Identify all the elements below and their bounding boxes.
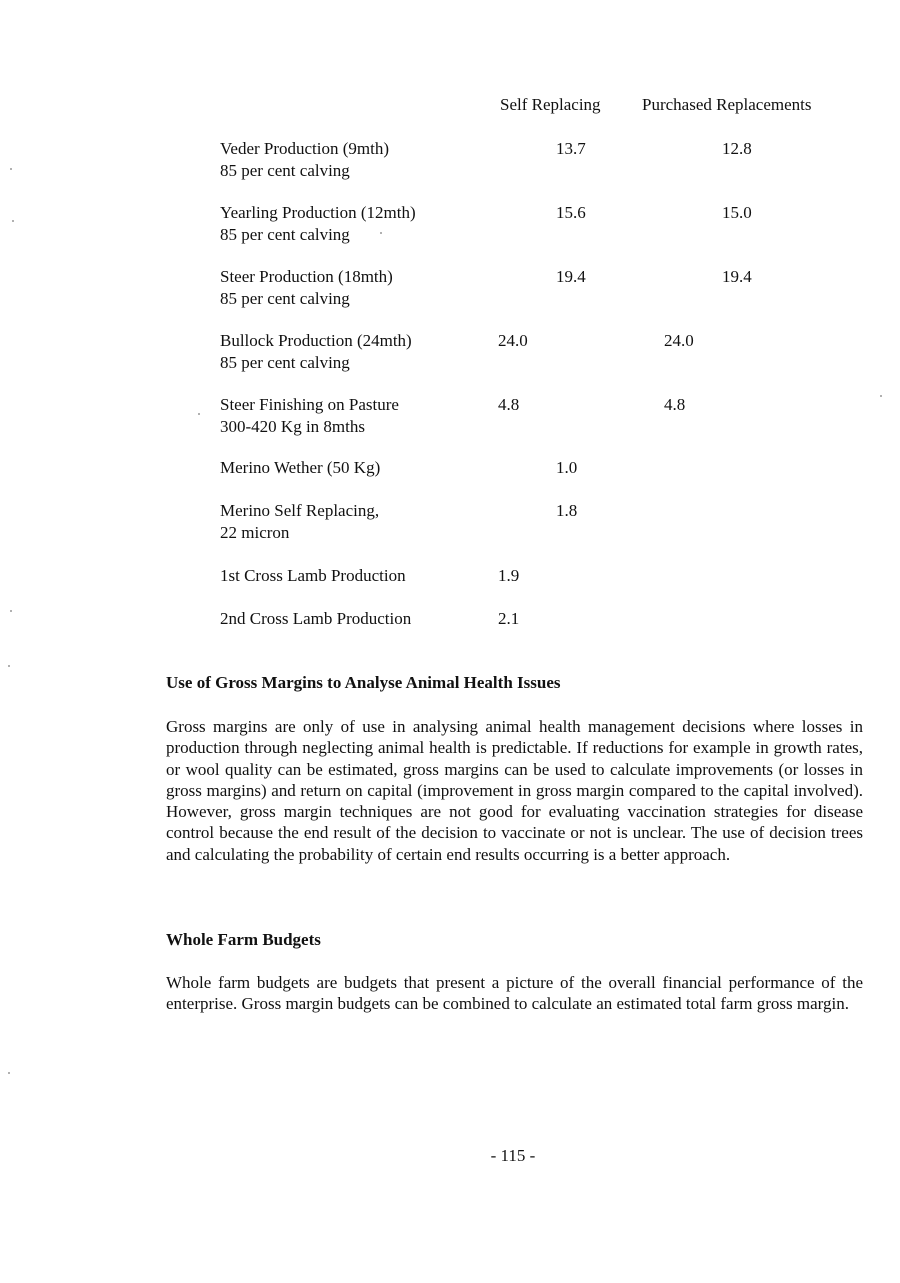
row-label: Merino Self Replacing, 22 micron (220, 501, 380, 542)
value-purchased-replacements: 24.0 (664, 331, 694, 350)
value-purchased-replacements: 15.0 (722, 203, 752, 222)
value-self-replacing: 13.7 (556, 139, 586, 158)
section-heading-whole-farm-budgets: Whole Farm Budgets (166, 930, 321, 949)
row-label: Bullock Production (24mth) 85 per cent calving (220, 331, 412, 372)
value-purchased-replacements: 19.4 (722, 267, 752, 286)
page-number: - 115 - (490, 1146, 536, 1165)
row-label: Merino Wether (50 Kg) (220, 458, 381, 477)
value-purchased-replacements: 4.8 (664, 395, 686, 414)
value-self-replacing: 2.1 (498, 609, 520, 628)
value-self-replacing: 24.0 (498, 331, 528, 350)
value-purchased-replacements: 12.8 (722, 139, 752, 158)
row-label: Steer Finishing on Pasture 300-420 Kg in 8mths (220, 395, 399, 436)
scan-speck (10, 610, 12, 612)
value-self-replacing: 15.6 (556, 203, 586, 222)
scan-speck (8, 665, 10, 667)
section-heading-gross-margins: Use of Gross Margins to Analyse Animal Health Issues (166, 673, 561, 692)
scan-speck (8, 1072, 10, 1074)
section-body-gross-margins: Gross margins are only of use in analysing animal health management decisions where losses in production through neglecting animal health is predictable. If reductions for example in growth rates, or wool quality can be estimated, gross margins can be used to calculate improvements (or losses in gross margins) and return on capital (improvement in gross margin compared to the capital involved). However, gross margin techniques are not good for evaluating vaccination strategies for disease control because the end result of the decision to vaccinate or not is unclear. The use of decision trees and calculating the probability of certain end results occurring is a better approach. (166, 717, 863, 864)
value-self-replacing: 19.4 (556, 267, 586, 286)
row-label: Yearling Production (12mth) 85 per cent calving (220, 203, 416, 244)
scan-speck (880, 395, 882, 397)
value-self-replacing: 1.0 (556, 458, 578, 477)
scan-speck (10, 168, 12, 170)
row-label: Veder Production (9mth) 85 per cent calving (220, 139, 390, 180)
row-label: Steer Production (18mth) 85 per cent calving (220, 267, 393, 308)
value-self-replacing: 1.8 (556, 501, 578, 520)
column-header-purchased-replacements: Purchased Replacements (642, 95, 812, 114)
scan-speck (198, 413, 200, 415)
value-self-replacing: 4.8 (498, 395, 520, 414)
row-label: 2nd Cross Lamb Production (220, 609, 412, 628)
row-label: 1st Cross Lamb Production (220, 566, 406, 585)
column-header-self-replacing: Self Replacing (500, 95, 601, 114)
value-self-replacing: 1.9 (498, 566, 520, 585)
scan-speck (380, 232, 382, 234)
scan-speck (12, 220, 14, 222)
section-body-whole-farm-budgets: Whole farm budgets are budgets that present a picture of the overall financial performance of the enterprise. Gross margin budgets can be combined to calculate an estimated total farm gross margin. (166, 973, 863, 1014)
